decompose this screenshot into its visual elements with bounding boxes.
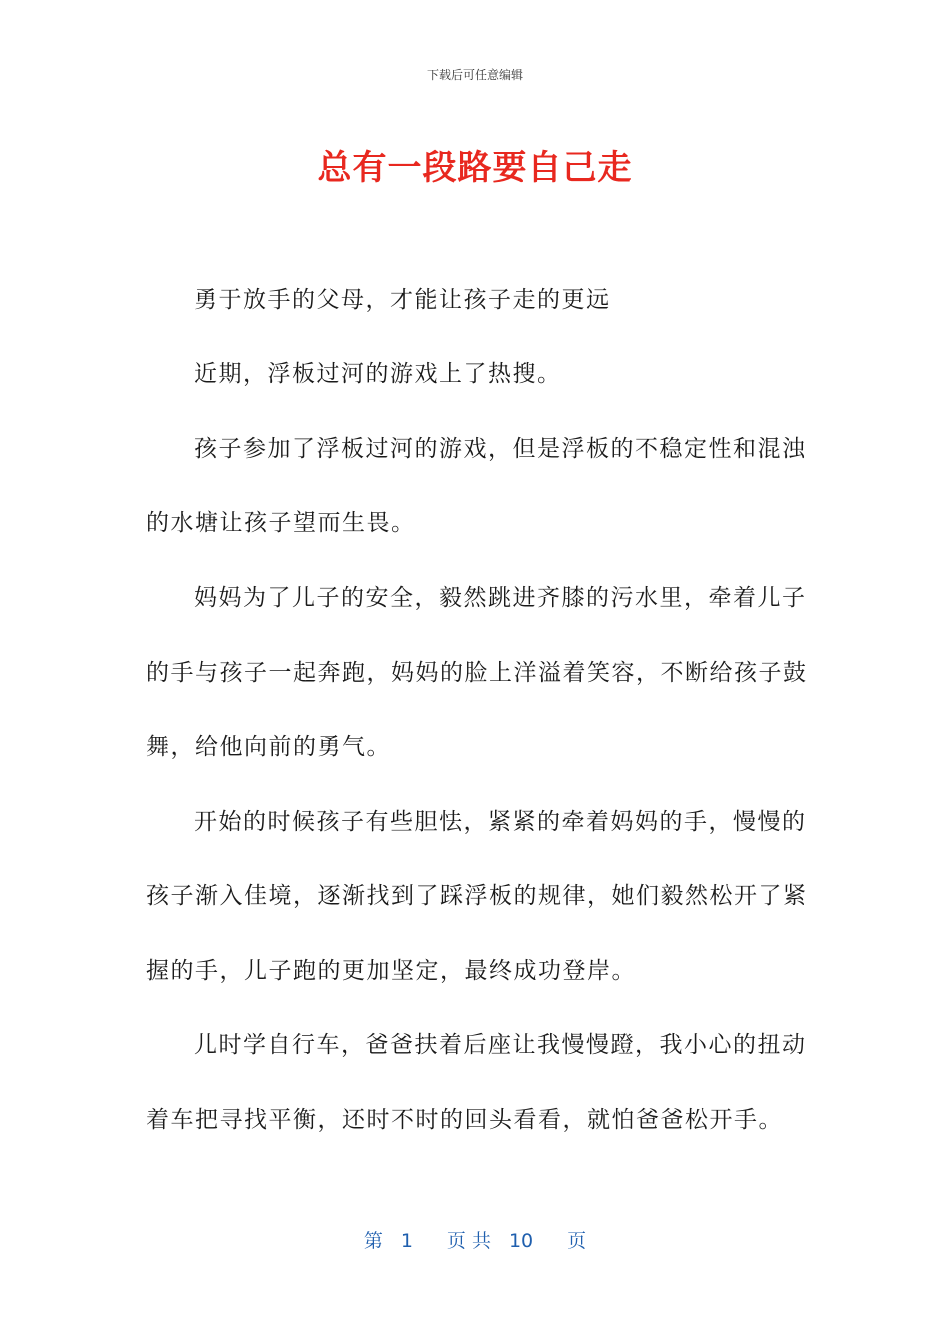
header-note: 下载后可任意编辑 — [426, 68, 523, 82]
paragraph-line: 舞，给他向前的勇气。 — [146, 734, 391, 760]
page-footer — [0, 1226, 950, 1253]
paragraph-line: 孩子渐入佳境，逐渐找到了踩浮板的规律，她们毅然松开了紧 — [146, 883, 808, 909]
paragraph-line: 开始的时候孩子有些胆怯，紧紧的牵着妈妈的手，慢慢的 — [194, 809, 807, 835]
paragraph-line: 握的手，儿子跑的更加坚定，最终成功登岸。 — [146, 958, 636, 984]
page-suffix: 页 — [567, 1230, 587, 1252]
paragraph-line: 孩子参加了浮板过河的游戏，但是浮板的不稳定性和混浊 — [194, 436, 807, 462]
paragraph-line: 勇于放手的父母，才能让孩子走的更远 — [194, 287, 611, 313]
paragraph-line: 的水塘让孩子望而生畏。 — [146, 510, 416, 536]
page-total: 10 — [508, 1230, 534, 1252]
paragraph-line: 儿时学自行车，爸爸扶着后座让我慢慢蹬，我小心的扭动 — [194, 1032, 807, 1058]
paragraph-line: 近期，浮板过河的游戏上了热搜。 — [194, 361, 562, 387]
paragraph-line: 着车把寻找平衡，还时不时的回头看看，就怕爸爸松开手。 — [146, 1107, 783, 1133]
page-current: 1 — [400, 1230, 413, 1252]
document-title: 总有一段路要自己走 — [317, 148, 633, 188]
page-prefix: 第 — [363, 1230, 383, 1252]
paragraph-line: 妈妈为了儿子的安全，毅然跳进齐膝的污水里，牵着儿子 — [194, 585, 807, 611]
page-middle: 页 共 — [446, 1230, 491, 1252]
paragraph-line: 的手与孩子一起奔跑，妈妈的脸上洋溢着笑容，不断给孩子鼓 — [146, 660, 808, 686]
